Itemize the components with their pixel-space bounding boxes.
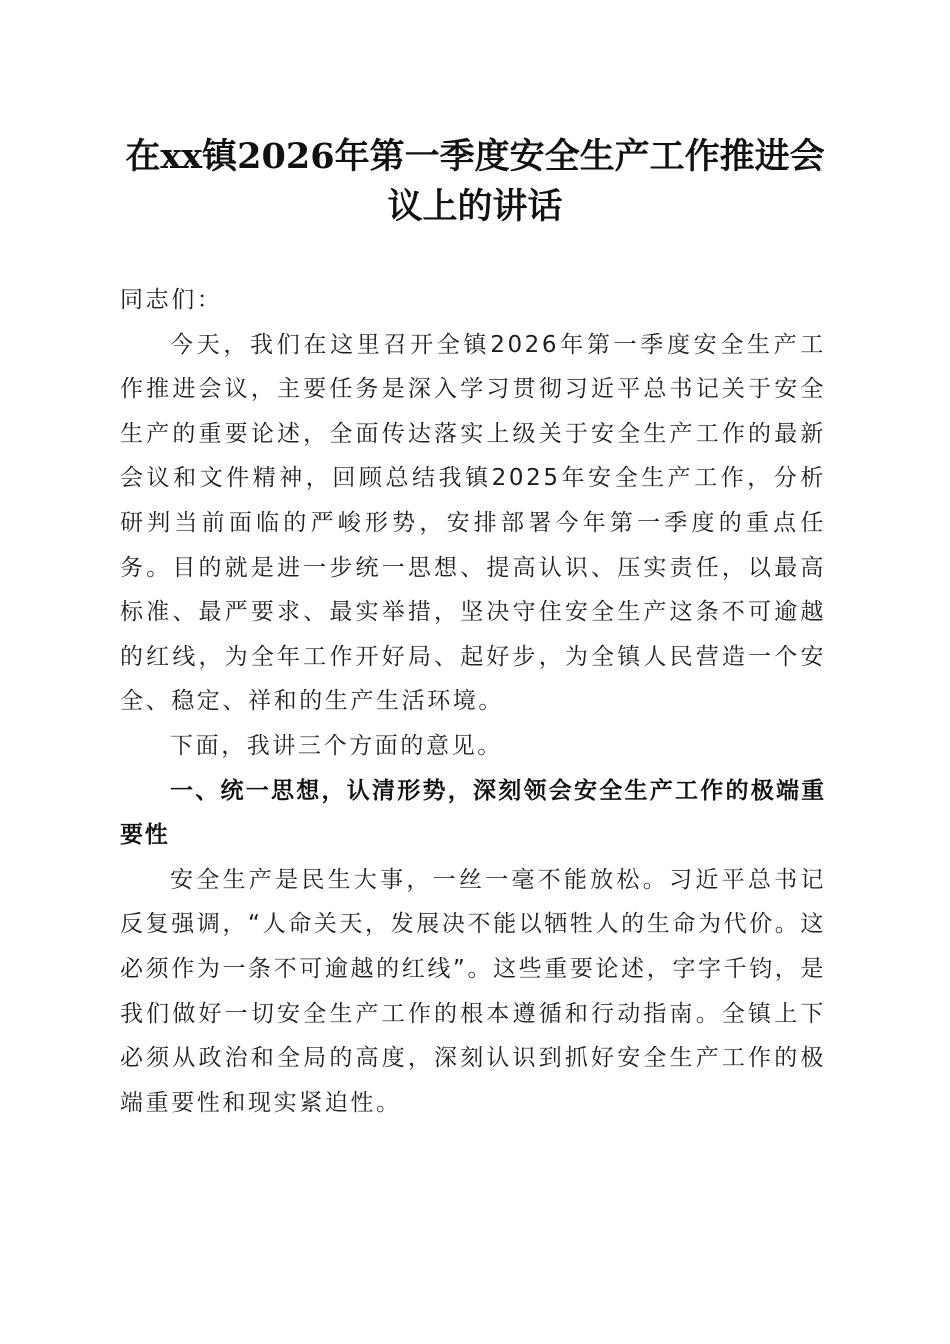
salutation: 同志们：	[120, 287, 223, 313]
section-heading-1: 一、统一思想，认清形势，深刻领会安全生产工作的极端重要性	[120, 777, 826, 849]
document-body	[120, 278, 826, 1125]
outline-paragraph: 下面，我讲三个方面的意见。	[170, 732, 503, 759]
document-title	[100, 132, 850, 232]
title-line-2: 议上的讲话	[387, 186, 563, 227]
section-1-paragraph: 安全生产是民生大事，一丝一毫不能放松。习近平总书记反复强调，“人命关天，发展决不能以牺牲人的生命为代价。这必须作为一条不可逾越的红线”。这些重要论述，字字千钧，是我们做好一切安全生产工作的根本遵循和行动指南。全镇上下必须从政治和全局的高度，深刻认识到抓好安全生产工作的极端重要性和现实紧迫性。	[120, 866, 826, 1116]
opening-paragraph: 今天，我们在这里召开全镇2026年第一季度安全生产工作推进会议，主要任务是深入学习贯彻习近平总书记关于安全生产的重要论述，全面传达落实上级关于安全生产工作的最新会议和文件精神，回顾总结我镇2025年安全生产工作，分析研判当前面临的严峻形势，安排部署今年第一季度的重点任务。目的就是进一步统一思想、提高认识、压实责任，以最高标准、最严要求、最实举措，坚决守住安全生产这条不可逾越的红线，为全年工作开好局、起好步，为全镇人民营造一个安全、稳定、祥和的生产生活环境。	[120, 331, 826, 715]
title-line-1: 在xx镇2026年第一季度安全生产工作推进会	[125, 136, 825, 177]
